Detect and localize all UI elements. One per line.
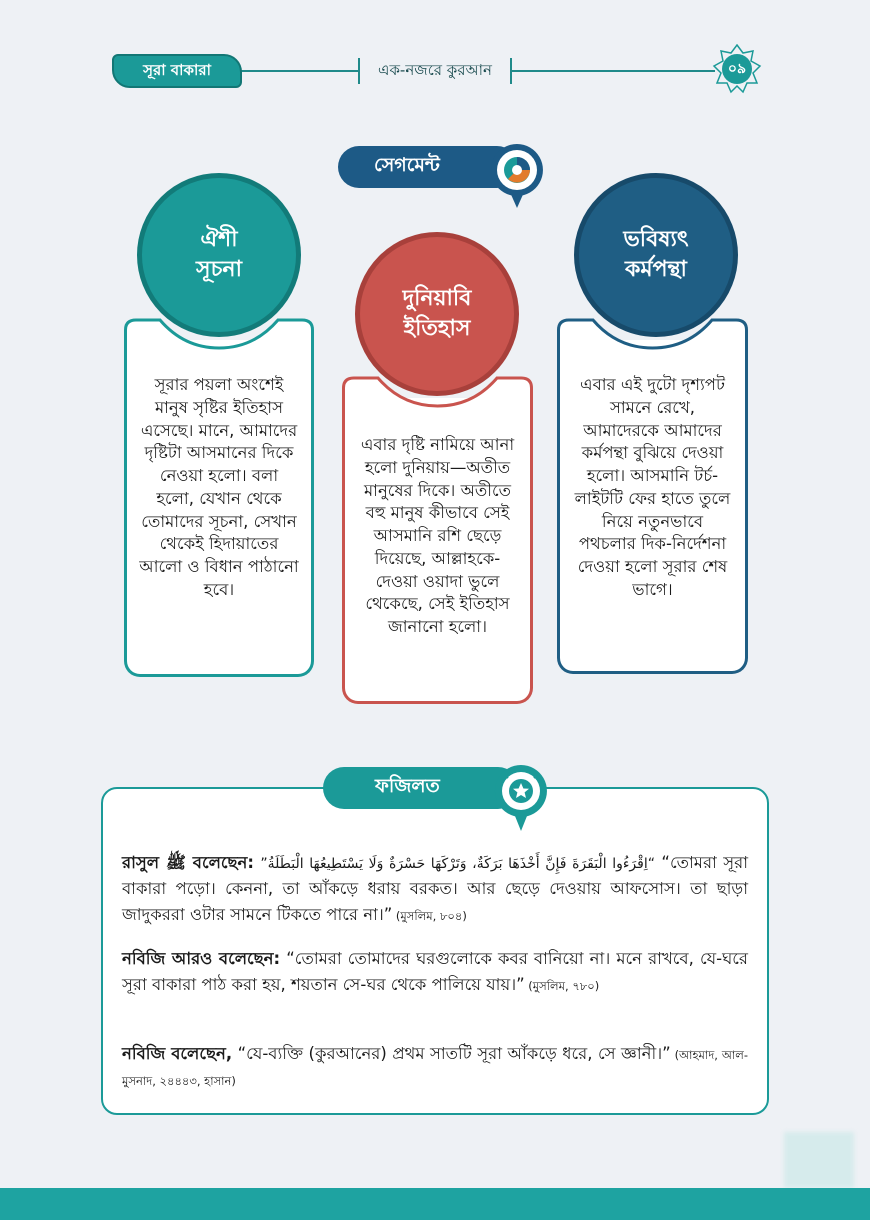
fazilat-lead: নবিজি বলেছেন, (122, 1044, 233, 1063)
segment-card-future-action (557, 340, 748, 674)
segment-card-text: এবার দৃষ্টি নামিয়ে আনা হলো দুনিয়ায়—অতীত মানুষের দিকে। অতীতে বহু মানুষ কীভাবে সেই আসমানি রশি ছেড়ে দিয়েছে, আল্লাহকে-দেওয়া ওয়াদা ভুলে থেকেছে, সেই ইতিহাস জানানো হলো। (360, 435, 515, 637)
page-corner-watermark (784, 1132, 854, 1188)
book-title: এক-নজরে কুরআন (358, 58, 512, 84)
circle-title-line2: সূচনা (196, 257, 242, 282)
segment-circle-divine-beginning (137, 173, 301, 337)
segment-circle-future-action (574, 173, 738, 337)
fazilat-lead: রাসুল ﷺ বলেছেন: (122, 853, 254, 872)
circle-title-line2: কর্মপন্থা (625, 257, 687, 282)
segment-tab-label: সেগমেন্ট (374, 154, 440, 176)
segment-card-divine-beginning (124, 340, 314, 677)
fazilat-body: “তোমরা তোমাদের ঘরগুলোকে কবর বানিয়ো না। মনে রাখবে, যে-ঘরে সূরা বাকারা পাঠ করা হয়, শয়তান সে-ঘর থেকে পালিয়ে যায়।” (122, 949, 749, 994)
page-number: ০৯ (727, 61, 747, 77)
segment-circle-worldly-history (355, 232, 519, 396)
fazilat-tab-label: ফজিলত (375, 775, 440, 797)
fazilat-body: “যে-ব্যক্তি (কুরআনের) প্রথম সাতটি সূরা আঁকড়ে ধরে, সে জ্ঞানী।” (232, 1044, 671, 1063)
fazilat-paragraph-2 (122, 946, 748, 998)
circle-title-line1: ঐশী (200, 227, 238, 253)
fazilat-reference: (আহমাদ, আল-মুসনাদ, ২৪৪৪৩, হাসান) (122, 1048, 748, 1088)
fazilat-lead: নবিজি আরও বলেছেন: (122, 949, 281, 968)
header-rule-right (510, 70, 715, 72)
pie-chart-icon (487, 140, 547, 212)
circle-title-line1: ভবিষ্যৎ (623, 227, 689, 253)
fazilat-reference: (মুসলিম, ৭৮০) (524, 978, 600, 993)
segment-card-worldly-history (342, 398, 533, 704)
circle-title-line1: দুনিয়াবি (402, 286, 472, 312)
segment-card-text: সূরার পয়লা অংশেই মানুষ সৃষ্টির ইতিহাস এসেছে। মানে, আমাদের দৃষ্টিটা আসমানের দিকে নেওয়া হলো। বলা হলো, যেখান থেকে তোমাদের সূচনা, সেখান থেকেই হিদায়াতের আলো ও বিধান পাঠানো হবে। (139, 375, 299, 599)
fazilat-paragraph-3 (122, 1041, 748, 1093)
surah-label: সূরা বাকারা (112, 54, 242, 88)
segment-card-text: এবার এই দুটো দৃশ্যপট সামনে রেখে, আমাদেরকে আমাদের কর্মপন্থা বুঝিয়ে দেওয়া হলো। আসমানি টর্চ-লাইটটি ফের হাতে তুলে নিয়ে নতুনভাবে পথচলার দিক-নির্দেশনা দেওয়া হলো সূরার শেষ ভাগে। (574, 375, 731, 599)
footer-band (0, 1188, 870, 1220)
arabic-quote: “اِقْرَءُوا الْبَقَرَةَ فَإِنَّ أَخْذَهَا بَرَكَةٌ، وَتَرْكَهَا حَسْرَةٌ وَلَا يَسْتَطِيعُهَا الْبَطَلَةُ” (260, 856, 655, 872)
header-rule-left (240, 70, 360, 72)
fazilat-reference: (মুসলিম, ৮০৪) (392, 908, 467, 923)
circle-title-line2: ইতিহাস (403, 316, 471, 341)
star-badge-icon (491, 761, 551, 835)
fazilat-tab (323, 767, 519, 809)
fazilat-body: “তোমরা সূরা বাকারা পড়ো। কেননা, তা আঁকড়ে ধরায় বরকত। আর ছেড়ে দেওয়ায় আফসোস। তা ছাড়া জাদুকররা ওটার সামনে টিকতে পারে না।” (122, 853, 748, 924)
fazilat-paragraph-1 (122, 850, 748, 928)
